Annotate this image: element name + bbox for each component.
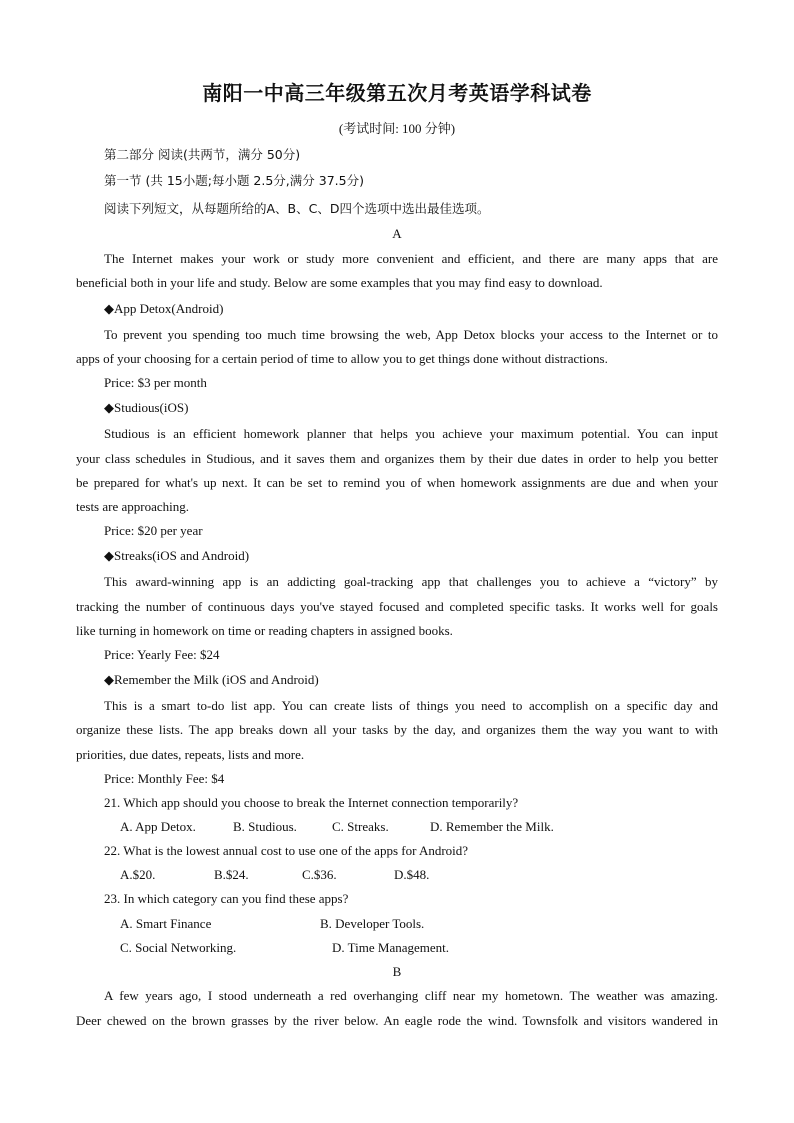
- app-price: Price: $20 per year: [104, 523, 203, 538]
- paragraph-line: like turning in homework on time or reading chapters in assigned books.: [76, 623, 453, 638]
- option-21-b: B. Studious.: [233, 819, 297, 834]
- option-21-c: C. Streaks.: [332, 819, 389, 834]
- app-price: Price: Monthly Fee: $4: [104, 771, 225, 786]
- app-heading: ◆Studious(iOS): [104, 400, 189, 415]
- exam-duration: (考试时间: 100 分钟): [338, 121, 456, 136]
- option-22-d: D.$48.: [394, 867, 430, 882]
- app-heading: ◆Streaks(iOS and Android): [104, 548, 250, 563]
- option-23-c: C. Social Networking.: [120, 940, 237, 955]
- paragraph-line: Deer chewed on the brown grasses by the river below. An eagle rode the wind. Townsfolk and visitors wandered in: [76, 1013, 718, 1028]
- app-heading: ◆Remember the Milk (iOS and Android): [104, 672, 319, 687]
- direction-text: 阅读下列短文，从每题所给的A、B、C、D四个选项中选出最佳选项。: [104, 201, 490, 216]
- paragraph-line: tests are approaching.: [76, 499, 189, 514]
- option-21-d: D. Remember the Milk.: [430, 819, 554, 834]
- paragraph-line: be prepared for what's up next. It can be set to remind you of when homework assignments are due and when your: [76, 475, 718, 490]
- paragraph-line: your class schedules in Studious, and it saves them and organizes them by their due dates in order to help you better: [76, 451, 718, 466]
- paragraph-line: The Internet makes your work or study more convenient and efficient, and there are many apps that are: [104, 251, 718, 266]
- paragraph-line: priorities, due dates, repeats, lists and more.: [76, 747, 305, 762]
- question-21: 21. Which app should you choose to break the Internet connection temporarily?: [104, 795, 519, 810]
- option-22-a: A.$20.: [120, 867, 156, 882]
- paragraph-line: beneficial both in your life and study. Below are some examples that you may find easy to download.: [76, 275, 603, 290]
- option-23-a: A. Smart Finance: [120, 916, 212, 931]
- passage-b-label: B: [392, 964, 402, 979]
- app-price: Price: $3 per month: [104, 375, 207, 390]
- paragraph-line: Studious is an efficient homework planner that helps you achieve your maximum potential. You can input: [104, 426, 718, 441]
- paragraph-line: tracking the number of continuous days you've stayed focused and completed specific tasks. It works well for goals: [76, 599, 718, 614]
- option-22-c: C.$36.: [302, 867, 337, 882]
- paragraph-line: This award-winning app is an addicting goal-tracking app that challenges you to achieve a “victory” by: [104, 574, 718, 589]
- paragraph-line: A few years ago, I stood underneath a red overhanging cliff near my hometown. The weather was amazing.: [104, 988, 718, 1003]
- question-22: 22. What is the lowest annual cost to use one of the apps for Android?: [104, 843, 469, 858]
- passage-a-label: A: [392, 226, 402, 241]
- option-23-b: B. Developer Tools.: [320, 916, 425, 931]
- option-21-a: A. App Detox.: [120, 819, 196, 834]
- question-23: 23. In which category can you find these apps?: [104, 891, 349, 906]
- part-heading: 第二部分 阅读(共两节，满分 50分): [104, 147, 301, 162]
- paragraph-line: To prevent you spending too much time browsing the web, App Detox blocks your access to the Internet or to: [104, 327, 718, 342]
- option-23-d: D. Time Management.: [332, 940, 449, 955]
- option-22-b: B.$24.: [214, 867, 249, 882]
- app-heading: ◆App Detox(Android): [104, 301, 224, 316]
- section-heading: 第一节 (共 15小题;每小题 2.5分,满分 37.5分): [104, 173, 364, 188]
- page-title: 南阳一中高三年级第五次月考英语学科试卷: [202, 81, 592, 105]
- paragraph-line: This is a smart to-do list app. You can create lists of things you need to accomplish on a specific day and: [104, 698, 718, 713]
- paragraph-line: apps of your choosing for a certain period of time to allow you to get things done without distractions.: [76, 351, 608, 366]
- paragraph-line: organize these lists. The app breaks down all your tasks by the day, and organizes them the way you want to with: [76, 722, 718, 737]
- app-price: Price: Yearly Fee: $24: [104, 647, 220, 662]
